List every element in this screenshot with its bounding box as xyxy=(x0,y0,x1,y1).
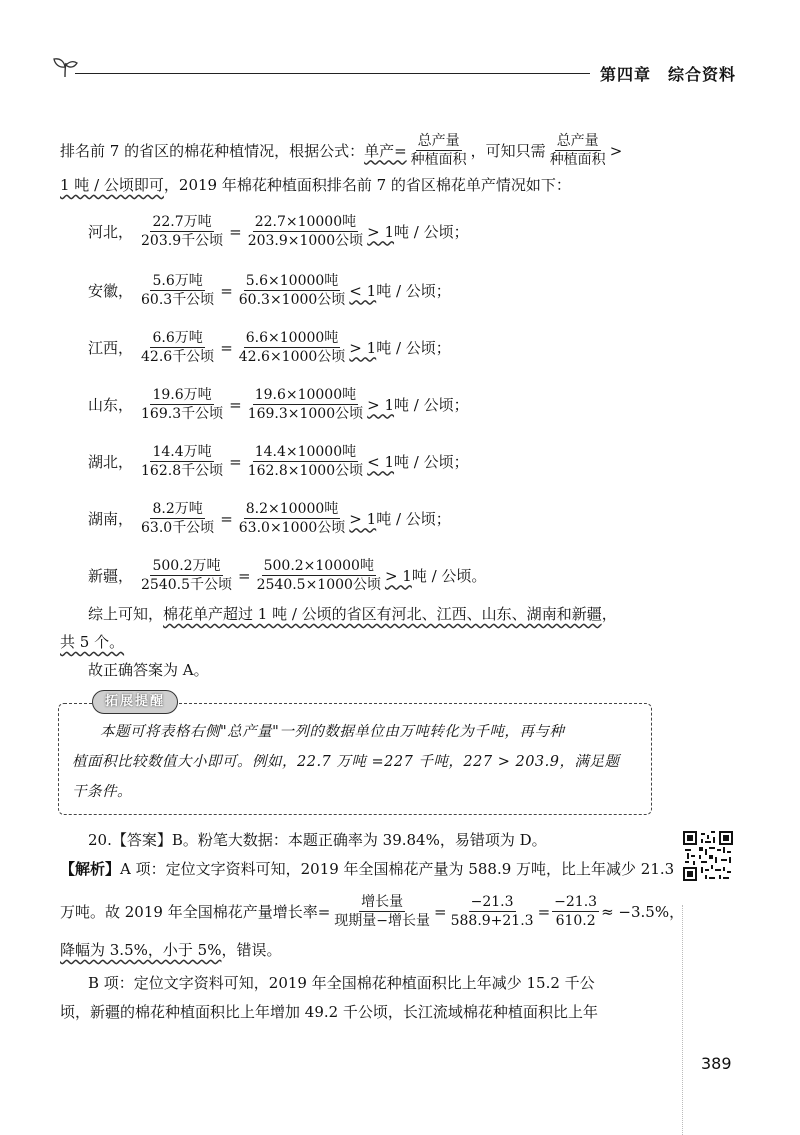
intro-text: 排名前 7 的省区的棉花种植情况，根据公式： xyxy=(60,141,365,160)
calc-row xyxy=(88,386,469,423)
chapter-title: 第四章 综合资料 xyxy=(600,65,737,84)
equals-sign: = xyxy=(220,509,233,528)
conclusion-highlight: 降幅为 3.5%，小于 5% xyxy=(60,941,222,959)
equals-sign: = xyxy=(238,566,251,585)
q20-b-line-1: B 项：定位文字资料可知，2019 年全国棉花种植面积比上年减少 15.2 千公 xyxy=(88,974,595,992)
fraction-original xyxy=(139,329,216,366)
summary-line-1 xyxy=(88,604,617,624)
equals-sign: = xyxy=(229,222,242,241)
condition-fraction xyxy=(548,132,608,169)
province-label: 湖北， xyxy=(88,453,134,471)
unit-label: 吨 / 公顷； xyxy=(376,510,451,528)
calc-row xyxy=(88,329,451,366)
tip-line-1: 本题可将表格右侧"总产量"一列的数据单位由万吨转化为千吨，再与种 xyxy=(100,724,565,740)
fraction-numerator: 19.6×10000吨 xyxy=(254,387,357,403)
q20-conclusion-line xyxy=(60,940,281,960)
fraction-original xyxy=(139,500,216,537)
unit-label: 吨 / 公顷； xyxy=(376,339,451,357)
summary-highlight: 棉花单产超过 1 吨 / 公顷的省区有河北、江西、山东、湖南和新疆 xyxy=(163,605,602,623)
q20-b-line-2: 顷，新疆的棉花种植面积比上年增加 49.2 千公顷，长江流域棉花种植面积比上年 xyxy=(60,1003,598,1021)
fraction-denominator: 42.6千公顷 xyxy=(141,349,215,365)
calc-row xyxy=(88,213,469,250)
analysis-label: 【解析】 xyxy=(60,860,121,878)
province-label: 河北， xyxy=(88,223,134,241)
formula-fraction xyxy=(409,132,469,169)
equals-2: = xyxy=(537,902,551,921)
fraction-converted xyxy=(255,557,383,594)
summary-line-2 xyxy=(60,632,124,652)
formula-lhs: 单产= xyxy=(364,141,407,160)
unit-label: 吨 / 公顷。 xyxy=(411,567,487,585)
fraction-denominator: 169.3×1000公顷 xyxy=(247,406,364,422)
fraction-denominator: 162.8千公顷 xyxy=(141,463,224,479)
unit-label: 吨 / 公顷； xyxy=(376,282,451,300)
fraction-numerator: 14.4万吨 xyxy=(152,444,212,460)
comparison: < 1 xyxy=(367,452,395,471)
q20-analysis-line xyxy=(60,859,674,879)
qr-code-icon[interactable] xyxy=(683,831,733,881)
tip-tag: 拓展提醒 xyxy=(92,690,178,714)
fraction-denominator: 203.9×1000公顷 xyxy=(247,233,364,249)
fraction-denominator: 162.8×1000公顷 xyxy=(247,463,364,479)
calc-row xyxy=(88,272,451,309)
summary-comma: ， xyxy=(601,605,617,623)
tip-line-2: 植面积比较数值大小即可。例如，22.7 万吨 =227 千吨，227 > 203.9，满足题 xyxy=(72,754,620,770)
unit-label: 吨 / 公顷； xyxy=(394,453,469,471)
summary-lead: 综上可知， xyxy=(88,605,164,623)
intro-line-2-text: ，2019 年棉花种植面积排名前 7 的省区棉花单产情况如下： xyxy=(163,176,571,194)
growth-fraction-1 xyxy=(332,893,432,930)
growth-f3-denominator: 610.2 xyxy=(555,913,596,929)
fraction-original xyxy=(139,557,234,594)
fraction-numerator: 5.6万吨 xyxy=(152,273,203,289)
page-number: 389 xyxy=(701,1054,732,1073)
formula-denominator: 种植面积 xyxy=(410,152,467,168)
growth-fraction-2 xyxy=(449,893,536,930)
growth-f1-numerator: 增长量 xyxy=(361,894,404,910)
equals-1: = xyxy=(434,902,447,921)
condition-denominator: 种植面积 xyxy=(549,152,606,168)
fraction-numerator: 22.7万吨 xyxy=(152,214,212,230)
growth-fraction-3 xyxy=(552,893,599,930)
comparison: > 1 xyxy=(349,338,377,357)
growth-approx: ≈ −3.5%， xyxy=(601,902,685,921)
q20-answer-line: 20.【答案】B。粉笔大数据：本题正确率为 39.84%，易错项为 D。 xyxy=(88,831,547,849)
q20-growth-line xyxy=(60,893,684,930)
calc-row xyxy=(88,557,486,594)
fraction-original xyxy=(139,272,216,309)
summary-count: 共 5 个。 xyxy=(60,633,125,651)
fraction-numerator: 6.6×10000吨 xyxy=(245,330,339,346)
growth-f3-numerator: −21.3 xyxy=(554,894,598,910)
unit-label: 吨 / 公顷； xyxy=(394,223,469,241)
fraction-denominator: 203.9千公顷 xyxy=(141,233,224,249)
fraction-numerator: 8.2×10000吨 xyxy=(245,501,339,517)
fraction-original xyxy=(139,443,225,480)
fraction-converted xyxy=(246,443,365,480)
fraction-converted xyxy=(237,329,348,366)
intro-line-1 xyxy=(60,132,622,169)
sprout-logo-icon xyxy=(52,55,78,79)
intro-mid: ，可知只需 xyxy=(470,141,546,160)
province-label: 山东， xyxy=(88,396,134,414)
fraction-numerator: 14.4×10000吨 xyxy=(254,444,357,460)
comparison: > 1 xyxy=(367,395,395,414)
condition-operator: > xyxy=(609,141,623,160)
fraction-converted xyxy=(237,272,348,309)
analysis-text: A 项：定位文字资料可知，2019 年全国棉花产量为 588.9 万吨，比上年减少 21.3 xyxy=(120,860,675,878)
growth-text: 万吨。故 2019 年全国棉花产量增长率= xyxy=(60,902,331,921)
fraction-numerator: 500.2万吨 xyxy=(152,558,221,574)
fraction-denominator: 2540.5×1000公顷 xyxy=(256,577,381,593)
growth-f2-denominator: 588.9+21.3 xyxy=(450,913,534,929)
fraction-denominator: 42.6×1000公顷 xyxy=(238,349,346,365)
comparison: > 1 xyxy=(384,566,412,585)
province-label: 江西， xyxy=(88,339,134,357)
fraction-original xyxy=(139,213,225,250)
calc-row xyxy=(88,500,451,537)
calc-row xyxy=(88,443,469,480)
fraction-denominator: 63.0千公顷 xyxy=(141,520,215,536)
fraction-denominator: 60.3×1000公顷 xyxy=(238,292,346,308)
tip-line-3: 干条件。 xyxy=(72,784,132,800)
fraction-numerator: 500.2×10000吨 xyxy=(263,558,374,574)
fraction-numerator: 6.6万吨 xyxy=(152,330,203,346)
fraction-converted xyxy=(237,500,348,537)
province-label: 湖南， xyxy=(88,510,134,528)
formula-numerator: 总产量 xyxy=(417,133,460,149)
growth-f2-numerator: −21.3 xyxy=(470,894,514,910)
margin-guide xyxy=(682,905,684,1135)
fraction-numerator: 5.6×10000吨 xyxy=(245,273,339,289)
condition-threshold: 1 吨 / 公顷即可 xyxy=(60,176,164,194)
equals-sign: = xyxy=(229,395,242,414)
comparison: < 1 xyxy=(349,281,377,300)
equals-sign: = xyxy=(229,452,242,471)
province-label: 新疆， xyxy=(88,567,134,585)
comparison: > 1 xyxy=(367,222,395,241)
fraction-numerator: 22.7×10000吨 xyxy=(254,214,357,230)
province-label: 安徽， xyxy=(88,282,134,300)
equals-sign: = xyxy=(220,281,233,300)
condition-numerator: 总产量 xyxy=(556,133,599,149)
answer-line: 故正确答案为 A。 xyxy=(88,661,209,679)
fraction-converted xyxy=(246,213,365,250)
comparison: > 1 xyxy=(349,509,377,528)
header-rule xyxy=(75,73,590,74)
conclusion-end: ，错误。 xyxy=(221,941,282,959)
intro-line-2 xyxy=(60,175,571,195)
unit-label: 吨 / 公顷； xyxy=(394,396,469,414)
fraction-denominator: 63.0×1000公顷 xyxy=(238,520,346,536)
fraction-original xyxy=(139,386,225,423)
growth-f1-denominator: 现期量−增长量 xyxy=(334,913,431,929)
equals-sign: = xyxy=(220,338,233,357)
fraction-numerator: 19.6万吨 xyxy=(152,387,212,403)
fraction-converted xyxy=(246,386,365,423)
fraction-denominator: 60.3千公顷 xyxy=(141,292,215,308)
fraction-denominator: 169.3千公顷 xyxy=(141,406,224,422)
fraction-numerator: 8.2万吨 xyxy=(152,501,203,517)
fraction-denominator: 2540.5千公顷 xyxy=(141,577,233,593)
